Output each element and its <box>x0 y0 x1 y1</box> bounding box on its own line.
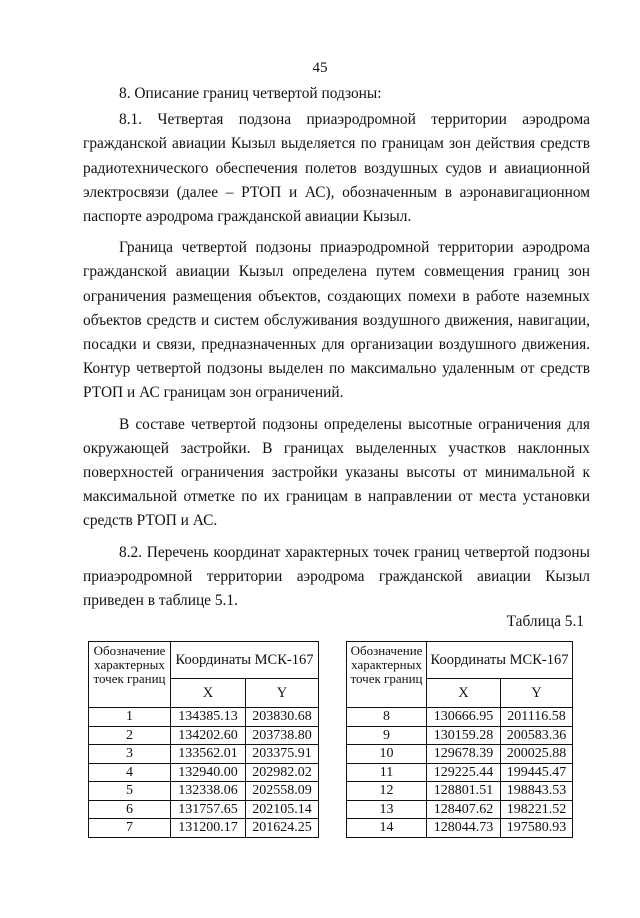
x-cell: 130159.28 <box>427 726 501 745</box>
point-cell: 10 <box>347 745 427 764</box>
table-row <box>89 745 319 764</box>
x-cell: 128044.73 <box>427 819 501 838</box>
table-row <box>347 819 573 838</box>
point-cell: 9 <box>347 726 427 745</box>
table-row <box>347 745 573 764</box>
paragraph-8-2: 8.2. Перечень координат характерных точек границ четвертой подзоны приаэродромной территории аэродрома гражданской авиации Кызыл приведен в таблице 5.1. <box>83 543 590 610</box>
body-text <box>83 82 590 613</box>
paragraph-height-limits: В составе четвертой подзоны определены высотные ограничения для окружающей застройки. В границах выделенных участков наклонных поверхностей ограничения застройки указаны высоты от минимальной к максимальной отметке по их границам в направлении от места установки средств РТОП и АС. <box>83 415 590 530</box>
y-cell: 201116.58 <box>501 708 573 727</box>
header-y: Y <box>246 679 319 708</box>
point-cell: 8 <box>347 708 427 727</box>
y-cell: 203375.91 <box>246 745 319 764</box>
y-cell: 198221.52 <box>501 800 573 819</box>
table-row <box>347 726 573 745</box>
paragraph-8-1: 8.1. Четвертая подзона приаэродромной территории аэродрома гражданской авиации Кызыл выделяется по границам зон действия средств радиотехнического обеспечения полетов воздушных судов и авиационной электросвязи (далее – РТОП и АС), обозначенным в аэронавигационном паспорте аэродрома гражданской авиации Кызыл. <box>83 111 590 226</box>
y-cell: 203830.68 <box>246 708 319 727</box>
point-cell: 1 <box>89 708 171 727</box>
point-cell: 4 <box>89 763 171 782</box>
header-point: Обозначение характерных точек границ <box>89 642 171 708</box>
point-cell: 11 <box>347 763 427 782</box>
table-row <box>89 819 319 838</box>
x-cell: 131757.65 <box>171 800 246 819</box>
header-coordinates: Координаты МСК-167 <box>427 642 573 679</box>
table-row <box>89 708 319 727</box>
point-cell: 14 <box>347 819 427 838</box>
table-row <box>347 782 573 801</box>
y-cell: 202982.02 <box>246 763 319 782</box>
point-cell: 6 <box>89 800 171 819</box>
x-cell: 128801.51 <box>427 782 501 801</box>
point-cell: 5 <box>89 782 171 801</box>
point-cell: 12 <box>347 782 427 801</box>
y-cell: 201624.25 <box>246 819 319 838</box>
table-row <box>347 763 573 782</box>
y-cell: 197580.93 <box>501 819 573 838</box>
point-cell: 3 <box>89 745 171 764</box>
y-cell: 202105.14 <box>246 800 319 819</box>
x-cell: 132940.00 <box>171 763 246 782</box>
point-cell: 7 <box>89 819 171 838</box>
x-cell: 128407.62 <box>427 800 501 819</box>
page-number: 45 <box>312 60 328 76</box>
point-cell: 2 <box>89 726 171 745</box>
table-row <box>89 782 319 801</box>
table-caption: Таблица 5.1 <box>506 613 584 630</box>
x-cell: 134385.13 <box>171 708 246 727</box>
coordinates-table-left <box>88 641 319 838</box>
y-cell: 198843.53 <box>501 782 573 801</box>
x-cell: 132338.06 <box>171 782 246 801</box>
table-row <box>89 763 319 782</box>
x-cell: 130666.95 <box>427 708 501 727</box>
section-heading: 8. Описание границ четвертой подзоны: <box>119 85 382 102</box>
point-cell: 13 <box>347 800 427 819</box>
x-cell: 129678.39 <box>427 745 501 764</box>
y-cell: 200025.88 <box>501 745 573 764</box>
x-cell: 133562.01 <box>171 745 246 764</box>
header-point: Обозначение характерных точек границ <box>347 642 427 708</box>
y-cell: 199445.47 <box>501 763 573 782</box>
coordinates-table-right <box>346 641 573 838</box>
y-cell: 200583.36 <box>501 726 573 745</box>
x-cell: 134202.60 <box>171 726 246 745</box>
table-row <box>89 726 319 745</box>
x-cell: 129225.44 <box>427 763 501 782</box>
y-cell: 203738.80 <box>246 726 319 745</box>
table-row <box>347 708 573 727</box>
x-cell: 131200.17 <box>171 819 246 838</box>
header-x: X <box>171 679 246 708</box>
header-y: Y <box>501 679 573 708</box>
paragraph-border: Граница четвертой подзоны приаэродромной территории аэродрома гражданской авиации Кызыл определена путем совмещения границ зон ограничения размещения объектов, создающих помехи в работе наземных объектов средств и систем обслуживания воздушного движения, навигации, посадки и связи, предназначенных для организации воздушного движения. Контур четвертой подзоны выделен по максимально удаленным от средств РТОП и АС границам зон ограничений. <box>83 239 590 402</box>
table-row <box>89 800 319 819</box>
header-x: X <box>427 679 501 708</box>
y-cell: 202558.09 <box>246 782 319 801</box>
header-coordinates: Координаты МСК-167 <box>171 642 319 679</box>
table-row <box>347 800 573 819</box>
